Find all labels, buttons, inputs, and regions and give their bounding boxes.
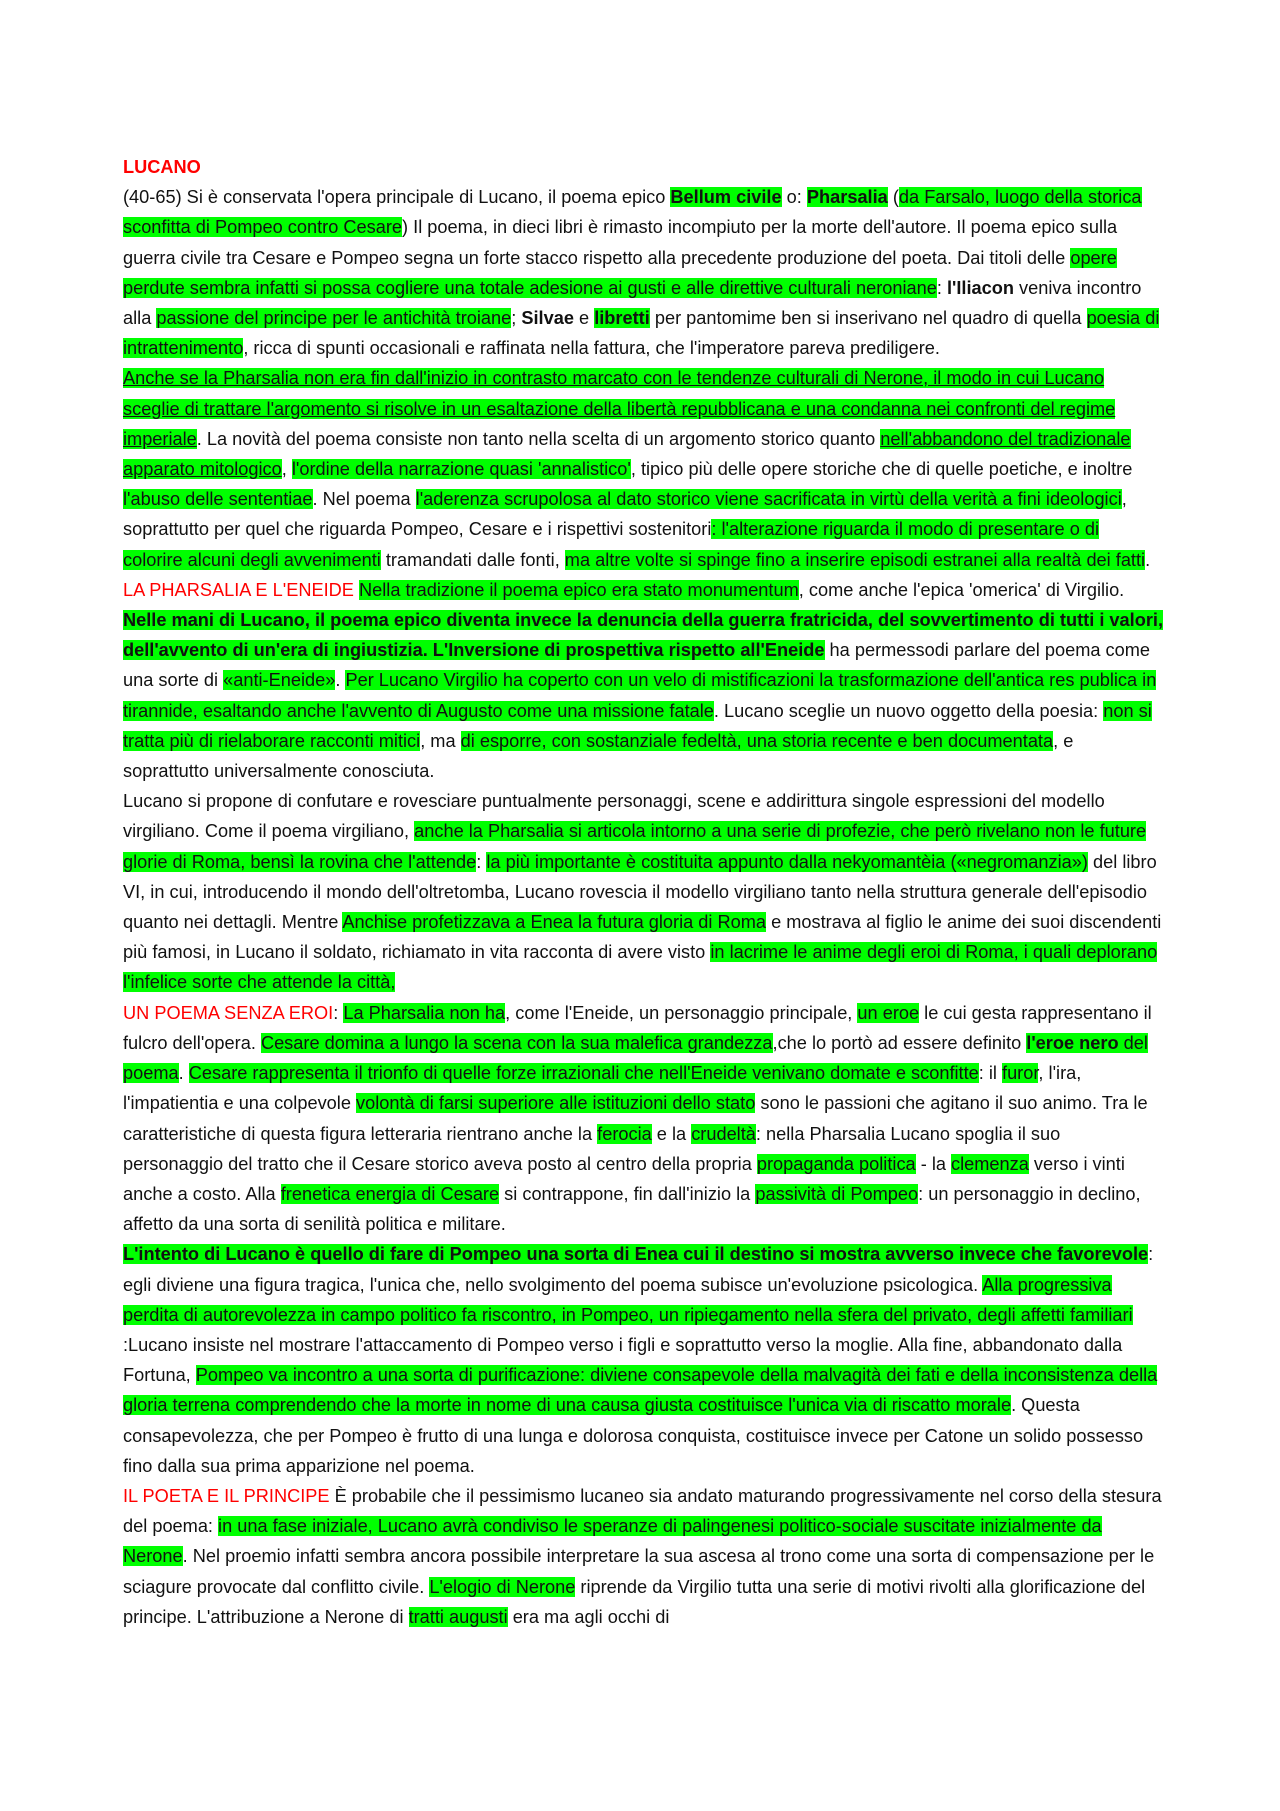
highlight: Anchise profetizzava a Enea la futura gloria di Roma bbox=[342, 912, 767, 933]
highlight: L'intento di Lucano è quello di fare di Pompeo una sorta di Enea cui il destino si mostra avverso invece che favorevole bbox=[123, 1244, 1149, 1265]
paragraph-pharsalia-eneide: LA PHARSALIA E L'ENEIDE Nella tradizione il poema epico era stato monumentum, come anche l'epica 'omerica' di Virgilio. Nelle mani di Lucano, il poema epico diventa invece la denuncia della guerra fratricida, del sovvertimento di tutti i valori, dell'avvento di un'era di ingiustizia. L'Inversione di prospettiva rispetto all'Eneide ha permessodi parlare del poema come una sorte di «anti-Eneide». Per Lucano Virgilio ha coperto con un velo di mistificazioni la trasformazione dell'antica res publica in tirannide, esaltando anche l'avvento di Augusto come una missione fatale. Lucano sceglie un nuovo oggetto della poesia: non si tratta più di rielaborare racconti mitici, ma di esporre, con sostanziale fedeltà, una storia recente e ben documentata, e soprattutto universalmente conosciuta. bbox=[123, 579, 1163, 782]
highlight: Cesare rappresenta il trionfo di quelle forze irrazionali che nell'Eneide venivano domate e sconfitte bbox=[188, 1063, 979, 1084]
highlight: passività di Pompeo bbox=[755, 1183, 919, 1204]
document-page bbox=[123, 152, 1163, 1632]
highlight: in una fase iniziale, Lucano avrà condiviso le speranze di palingenesi politico-sociale suscitate inizialmente da Nerone bbox=[123, 1516, 1102, 1567]
highlight: L'elogio di Nerone bbox=[429, 1576, 576, 1597]
highlight: anche la Pharsalia si articola intorno a una serie di profezie, che però rivelano non le future glorie di Roma, bensì la rovina che l'attende bbox=[123, 821, 1147, 872]
highlight: Cesare domina a lungo la scena con la sua malefica grandezza bbox=[260, 1032, 773, 1053]
highlight: tratti augusti bbox=[408, 1606, 508, 1627]
highlight: : l'alterazione riguarda il modo di presentare o di colorire alcuni degli avvenimenti bbox=[123, 519, 1100, 570]
highlight: ferocia bbox=[597, 1123, 652, 1144]
highlight: Per Lucano Virgilio ha coperto con un velo di mistificazioni la trasformazione dell'antica res publica in tirannide, esaltando anche l'avvento di Augusto come una missione fatale bbox=[123, 670, 1157, 721]
highlight: frenetica energia di Cesare bbox=[280, 1183, 500, 1204]
section-heading: LA PHARSALIA E L'ENEIDE bbox=[123, 579, 354, 600]
highlight: Bellum civile bbox=[670, 187, 782, 208]
highlight: Anche se la Pharsalia non era fin dall'inizio in contrasto marcato con le tendenze culturali di Nerone, il modo in cui Lucano sceglie di trattare l'argomento si risolve in un esaltazione della libertà repubblicana e una condanna nei confronti del regime imperiale bbox=[123, 368, 1116, 449]
highlight: libretti bbox=[594, 308, 650, 329]
highlight: propaganda politica bbox=[756, 1153, 916, 1174]
highlight: l'abuso delle sententiae bbox=[123, 489, 313, 510]
highlight: La Pharsalia non ha bbox=[343, 1002, 506, 1023]
highlight: l'eroe nero bbox=[1026, 1032, 1119, 1053]
highlight: opere perdute sembra infatti si possa cogliere una totale adesione ai gusti e alle direttive culturali neroniane bbox=[123, 247, 1117, 298]
highlight: furor bbox=[1002, 1063, 1039, 1084]
highlight: ma altre volte si spinge fino a inserire episodi estranei alla realtà dei fatti bbox=[564, 549, 1146, 570]
highlight: l'ordine della narrazione quasi 'annalistico' bbox=[291, 459, 631, 480]
highlight: in lacrime le anime degli eroi di Roma, i quali deplorano l'infelice sorte che attende la città, bbox=[123, 942, 1158, 993]
document-title: LUCANO bbox=[123, 157, 201, 177]
section-heading: UN POEMA SENZA EROI bbox=[123, 1002, 334, 1023]
highlight: Nelle mani di Lucano, il poema epico diventa invece la denuncia della guerra fratricida, del sovvertimento di tutti i valori, dell'avvento di un'era di ingiustizia. L'Inversione di prospettiva rispetto all'Eneide bbox=[123, 610, 1163, 661]
highlight: Pharsalia bbox=[806, 187, 888, 208]
paragraph-pompeo: L'intento di Lucano è quello di fare di Pompeo una sorta di Enea cui il destino si mostra avverso invece che favorevole: egli diviene una figura tragica, l'unica che, nello svolgimento del poema subisce un'evoluzione psicologica. Alla progressiva perdita di autorevolezza in campo politico fa riscontro, in Pompeo, un ripiegamento nella sfera del privato, degli affetti familiari :Lucano insiste nel mostrare l'attaccamento di Pompeo verso i figli e soprattutto verso la moglie. Alla fine, abbandonato dalla Fortuna, Pompeo va incontro a una sorta di purificazione: diviene consapevole della malvagità dei fati e della inconsistenza della gloria terrena comprendendo che la morte in nome di una causa giusta costituisce l'unica via di riscatto morale. Questa consapevolezza, che per Pompeo è frutto di una lunga e dolorosa conquista, costituisce invece per Catone un solido possesso fino dalla sua prima apparizione nel poema. bbox=[123, 1244, 1158, 1476]
highlight: nell'abbandono del tradizionale apparato mitologico bbox=[123, 428, 1131, 480]
highlight: da Farsalo, luogo della storica sconfitta di Pompeo contro Cesare bbox=[123, 187, 1142, 238]
section-heading: IL POETA E IL PRINCIPE bbox=[123, 1485, 330, 1506]
paragraph-intro: (40-65) Si è conservata l'opera principale di Lucano, il poema epico Bellum civile o: Pharsalia (da Farsalo, luogo della storica sconfitta di Pompeo contro Cesare) Il poema, in dieci libri è rimasto incompiuto per la morte dell'autore. Il poema epico sulla guerra civile tra Cesare e Pompeo segna un forte stacco rispetto alla precedente produzione del poeta. Dai titoli delle opere perdute sembra infatti si possa cogliere una totale adesione ai gusti e alle direttive culturali neroniane: l'Iliacon veniva incontro alla passione del principe per le antichità troiane; Silvae e libretti per pantomime ben si inserivano nel quadro di quella poesia di intrattenimento, ricca di spunti occasionali e raffinata nella fattura, che l'imperatore pareva prediligere. bbox=[123, 187, 1160, 359]
paragraph-virgil-model: Lucano si propone di confutare e rovesciare puntualmente personaggi, scene e addirittura singole espressioni del modello virgiliano. Come il poema virgiliano, anche la Pharsalia si articola intorno a una serie di profezie, che però rivelano non le future glorie di Roma, bensì la rovina che l'attende: la più importante è costituita appunto dalla nekyomantèia («negromanzia») del libro VI, in cui, introducendo il mondo dell'oltretomba, Lucano rovescia il modello virgiliano tanto nella struttura generale dell'episodio quanto nei dettagli. Mentre Anchise profetizzava a Enea la futura gloria di Roma e mostrava al figlio le anime dei suoi discendenti più famosi, in Lucano il soldato, richiamato in vita racconta di avere visto in lacrime le anime degli eroi di Roma, i quali deplorano l'infelice sorte che attende la città, bbox=[123, 791, 1162, 993]
highlight: passione del principe per le antichità troiane bbox=[156, 308, 512, 329]
highlight: clemenza bbox=[951, 1153, 1029, 1174]
highlight: l'aderenza scrupolosa al dato storico viene sacrificata in virtù della verità a fini ideologici bbox=[415, 489, 1122, 510]
highlight: non si tratta più di rielaborare racconti mitici bbox=[123, 700, 1152, 751]
paragraph-novelty: Anche se la Pharsalia non era fin dall'inizio in contrasto marcato con le tendenze culturali di Nerone, il modo in cui Lucano sceglie di trattare l'argomento si risolve in un esaltazione della libertà repubblicana e una condanna nei confronti del regime imperiale. La novità del poema consiste non tanto nella scelta di un argomento storico quanto nell'abbandono del tradizionale apparato mitologico, l'ordine della narrazione quasi 'annalistico', tipico più delle opere storiche che di quelle poetiche, e inoltre l'abuso delle sententiae. Nel poema l'aderenza scrupolosa al dato storico viene sacrificata in virtù della verità a fini ideologici, soprattutto per quel che riguarda Pompeo, Cesare e i rispettivi sostenitori: l'alterazione riguarda il modo di presentare o di colorire alcuni degli avvenimenti tramandati dalle fonti, ma altre volte si spinge fino a inserire episodi estranei alla realtà dei fatti. bbox=[123, 368, 1151, 570]
highlight: Alla progressiva perdita di autorevolezza in campo politico fa riscontro, in Pompeo, un ripiegamento nella sfera del privato, degli affetti familiari bbox=[123, 1274, 1133, 1325]
highlight: volontà di farsi superiore alle istituzioni dello stato bbox=[355, 1093, 756, 1114]
highlight: Nella tradizione il poema epico era stato monumentum bbox=[358, 579, 799, 600]
paragraph-no-heroes: UN POEMA SENZA EROI: La Pharsalia non ha, come l'Eneide, un personaggio principale, un eroe le cui gesta rappresentano il fulcro dell'opera. Cesare domina a lungo la scena con la sua malefica grandezza,che lo portò ad essere definito l'eroe nero del poema. Cesare rappresenta il trionfo di quelle forze irrazionali che nell'Eneide venivano domate e sconfitte: il furor, l'ira, l'impatientia e una colpevole volontà di farsi superiore alle istituzioni dello stato sono le passioni che agitano il suo animo. Tra le caratteristiche di questa figura letteraria rientrano anche la ferocia e la crudeltà: nella Pharsalia Lucano spoglia il suo personaggio del tratto che il Cesare storico aveva posto al centro della propria propaganda politica - la clemenza verso i vinti anche a costo. Alla frenetica energia di Cesare si contrappone, fin dall'inizio la passività di Pompeo: un personaggio in declino, affetto da una sorta di senilità politica e militare. bbox=[123, 1002, 1152, 1235]
highlight: crudeltà bbox=[691, 1123, 756, 1144]
highlight: «anti-Eneide» bbox=[223, 670, 336, 691]
highlight: un eroe bbox=[857, 1002, 920, 1023]
highlight: Pompeo va incontro a una sorta di purificazione: diviene consapevole della malvagità dei fati e della inconsistenza della gloria terrena comprendendo che la morte in nome di una causa giusta costituisce l'unica via di riscatto morale bbox=[123, 1365, 1158, 1416]
paragraph-poet-prince: IL POETA E IL PRINCIPE È probabile che il pessimismo lucaneo sia andato maturando progressivamente nel corso della stesura del poema: in una fase iniziale, Lucano avrà condiviso le speranze di palingenesi politico-sociale suscitate inizialmente da Nerone. Nel proemio infatti sembra ancora possibile interpretare la sua ascesa al trono come una sorta di compensazione per le sciagure provocate dal conflitto civile. L'elogio di Nerone riprende da Virgilio tutta una serie di motivi rivolti alla glorificazione del principe. L'attribuzione a Nerone di tratti augusti era ma agli occhi di bbox=[123, 1485, 1162, 1627]
highlight: del poema bbox=[123, 1032, 1148, 1084]
highlight: poesia di intrattenimento bbox=[123, 308, 1160, 359]
highlight: la più importante è costituita appunto dalla nekyomantèia («negromanzia») bbox=[486, 851, 1088, 872]
highlight: di esporre, con sostanziale fedeltà, una storia recente e ben documentata bbox=[460, 730, 1054, 751]
